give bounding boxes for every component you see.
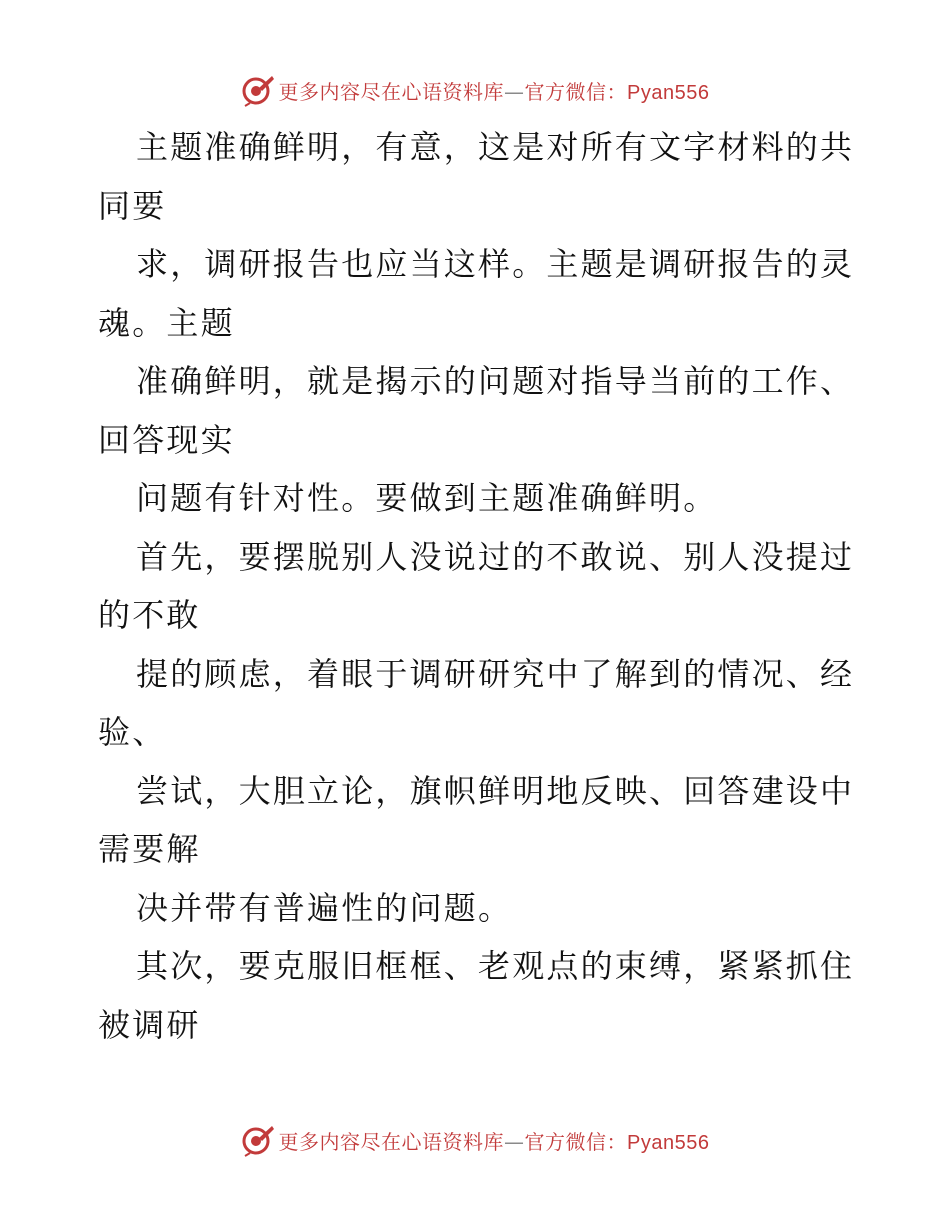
document-body xyxy=(98,118,858,1054)
text-line: 其次，要克服旧框框、老观点的束缚，紧紧抓住 xyxy=(136,947,855,985)
text-line: 魂。主题 xyxy=(98,303,235,342)
pen-logo-icon xyxy=(241,73,275,107)
text-line: 需要解 xyxy=(98,830,201,868)
text-line: 的不敢 xyxy=(98,596,201,634)
header-watermark xyxy=(0,70,950,110)
text-line: 准确鲜明，就是揭示的问题对指导当前的工作、 xyxy=(136,362,855,400)
text-line: 验、 xyxy=(98,713,167,751)
text-line: 问题有针对性。要做到主题准确鲜明。 xyxy=(136,479,718,517)
watermark-text: 更多内容尽在心语资料库—官方微信：Pyan556 xyxy=(278,79,710,104)
watermark-text: 更多内容尽在心语资料库—官方微信：Pyan556 xyxy=(278,1129,710,1154)
text-line: 同要 xyxy=(98,186,167,225)
text-line: 求，调研报告也应当这样。主题是调研报告的灵 xyxy=(136,245,855,283)
footer-watermark xyxy=(0,1120,950,1160)
text-line: 首先，要摆脱别人没说过的不敢说、别人没提过 xyxy=(136,537,855,576)
text-line: 回答现实 xyxy=(98,420,235,459)
text-line: 被调研 xyxy=(98,1005,201,1044)
pen-logo-icon xyxy=(241,1123,275,1157)
text-line: 主题准确鲜明，有意，这是对所有文字材料的共 xyxy=(136,128,855,166)
text-line: 提的顾虑，着眼于调研研究中了解到的情况、经 xyxy=(136,654,855,693)
text-line: 决并带有普遍性的问题。 xyxy=(136,888,513,927)
text-line: 尝试，大胆立论，旗帜鲜明地反映、回答建设中 xyxy=(136,771,855,810)
